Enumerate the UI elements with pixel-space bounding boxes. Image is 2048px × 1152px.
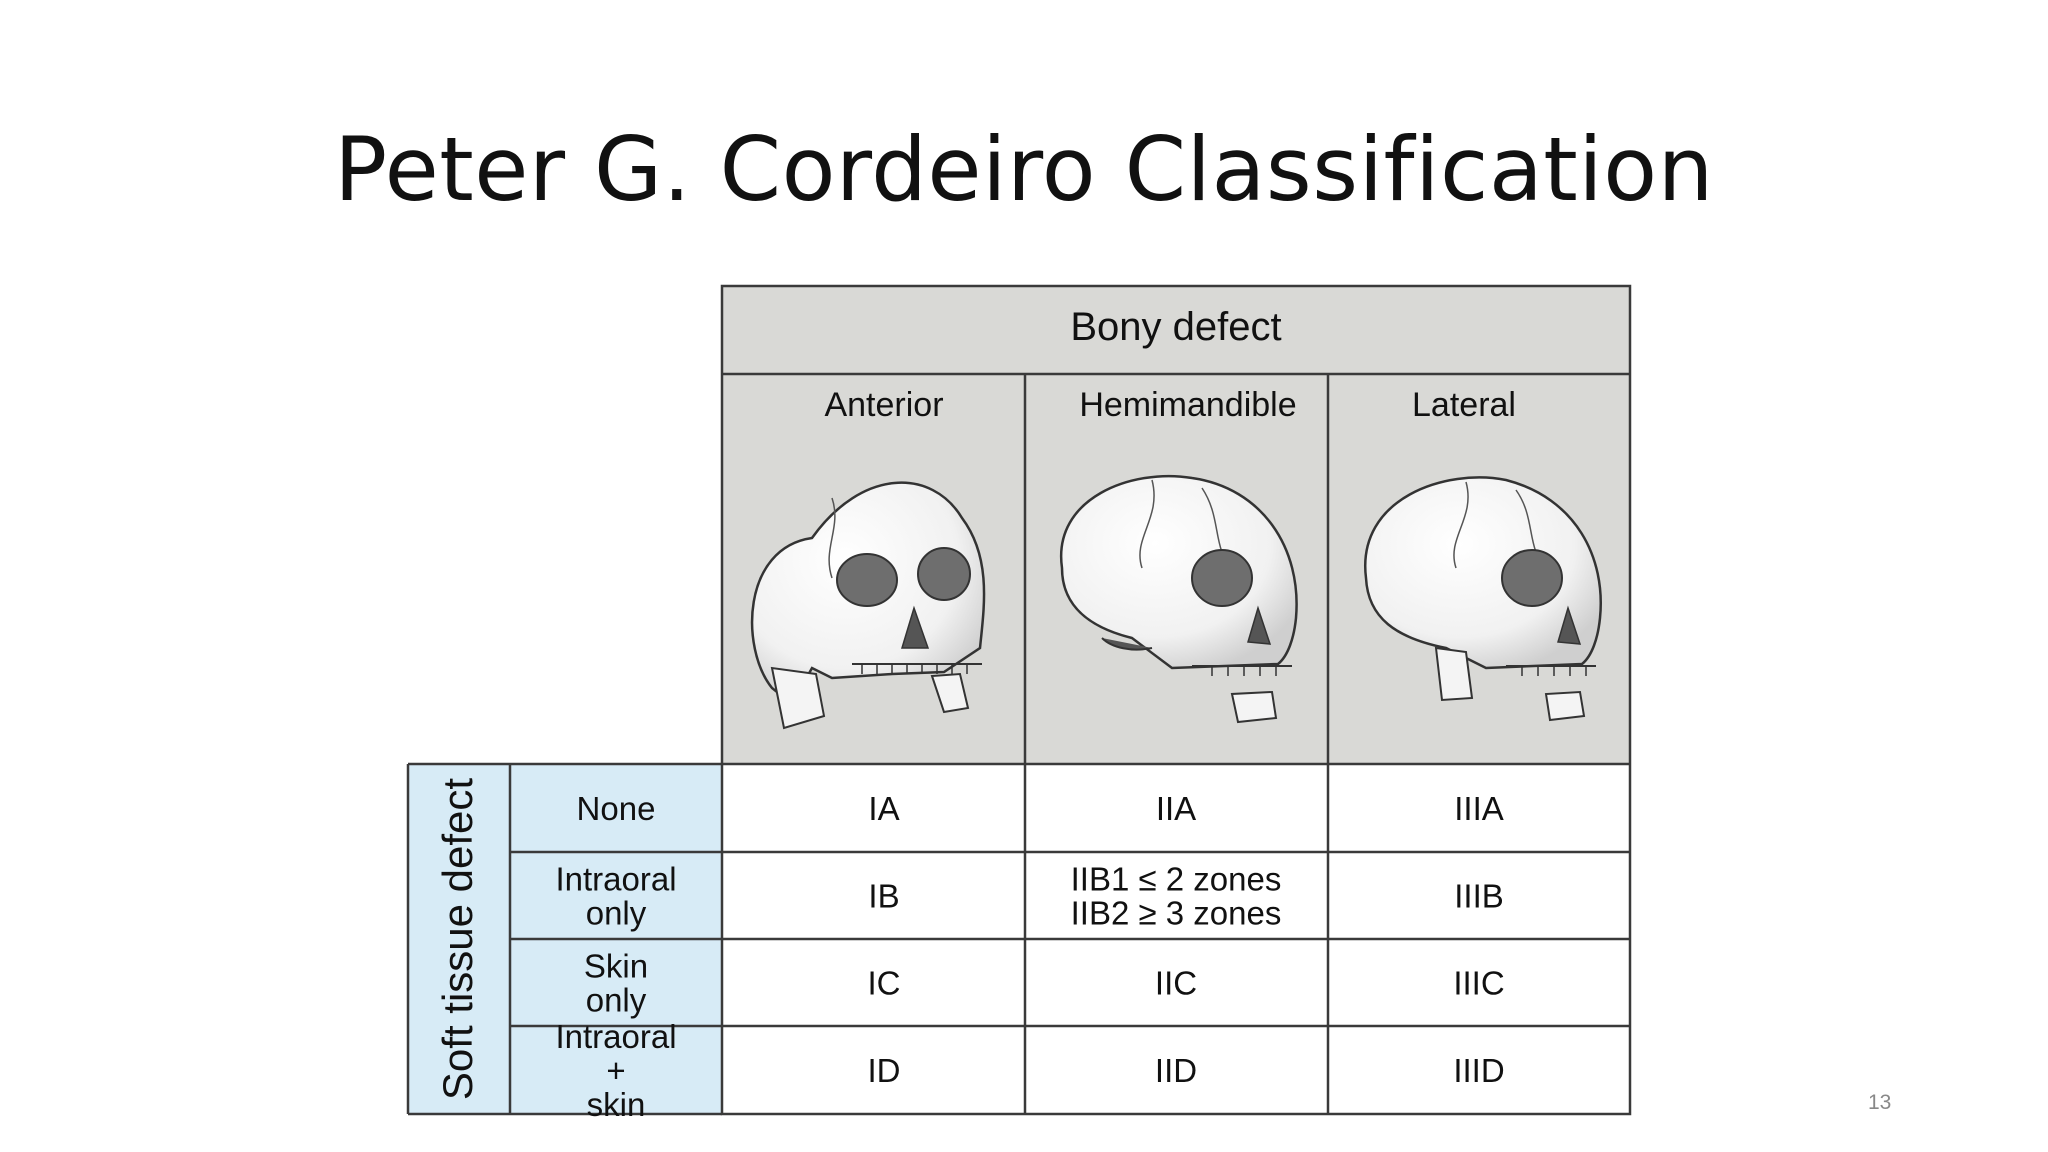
- row-label: only: [585, 981, 647, 1019]
- classification-cell: ID: [867, 1052, 901, 1089]
- slide-title: Peter G. Cordeiro Classification: [334, 118, 1714, 221]
- classification-cell: IIB1 ≤ 2 zones: [1070, 860, 1282, 898]
- classification-cell: IID: [1154, 1052, 1198, 1089]
- row-label: only: [585, 894, 647, 932]
- row-label: None: [576, 790, 656, 827]
- row-label: +: [606, 1052, 626, 1089]
- row-label: Intraoral: [555, 1018, 677, 1055]
- page-number: 13: [1868, 1091, 1892, 1114]
- column-header-anterior: Anterior: [824, 386, 944, 424]
- classification-cell: IA: [868, 790, 900, 827]
- classification-cell: IIIA: [1454, 790, 1504, 827]
- classification-cell: IIB2 ≥ 3 zones: [1070, 894, 1282, 932]
- row-label: Skin: [583, 947, 649, 985]
- column-header-lateral: Lateral: [1412, 386, 1516, 424]
- row-label: skin: [586, 1086, 646, 1123]
- bony-defect-header: Bony defect: [1070, 305, 1282, 349]
- column-header-hemimandible: Hemimandible: [1079, 386, 1297, 424]
- classification-cell: IC: [867, 964, 901, 1002]
- classification-cell: IIID: [1453, 1052, 1505, 1089]
- row-label: Intraoral: [555, 860, 677, 898]
- soft-tissue-defect-header: Soft tissue defect: [434, 777, 481, 1101]
- classification-cell: IIC: [1154, 964, 1198, 1002]
- classification-cell: IIA: [1155, 790, 1197, 827]
- classification-cell: IIIB: [1454, 877, 1504, 915]
- classification-cell: IIIC: [1453, 964, 1505, 1002]
- classification-cell: IB: [868, 877, 900, 915]
